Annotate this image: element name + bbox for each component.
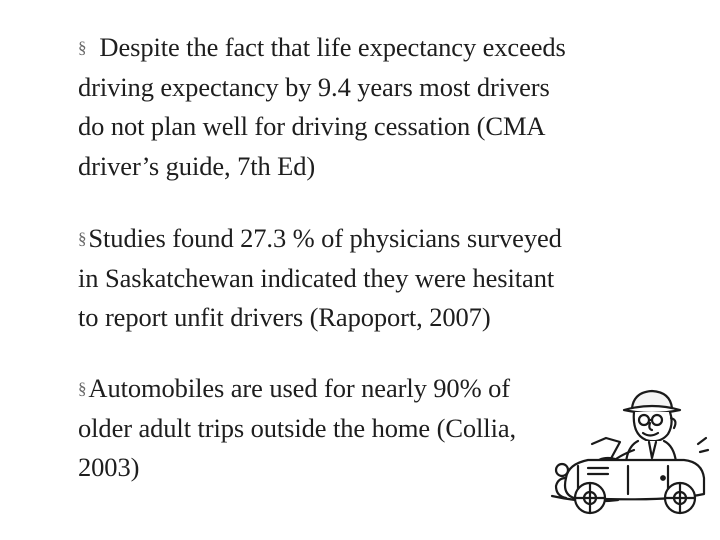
paragraph-line: Studies found 27.3 % of physicians surveyed — [88, 223, 562, 253]
bullet-paragraph-life-expectancy — [78, 28, 688, 186]
paragraph-line: Despite the fact that life expectancy exceeds — [99, 32, 566, 62]
old-car-driver-clipart — [548, 378, 710, 518]
paragraph-line: Automobiles are used for nearly 90% of — [88, 373, 510, 403]
paragraph-line: driving expectancy by 9.4 years most drivers — [78, 71, 550, 102]
paragraph-line: older adult trips outside the home (Collia, — [78, 412, 517, 443]
bullet-paragraph-physicians — [78, 219, 688, 338]
bullet-icon: § — [78, 38, 87, 57]
bullet-icon: § — [78, 379, 87, 398]
paragraph-line: driver’s guide, 7th Ed) — [78, 150, 316, 181]
paragraph-line: do not plan well for driving cessation (CMA — [78, 111, 546, 141]
bullet-icon: § — [78, 229, 87, 248]
paragraph-line: 2003) — [78, 452, 140, 482]
paragraph-line: to report unfit drivers (Rapoport, 2007) — [78, 302, 491, 332]
paragraph-line: in Saskatchewan indicated they were hesitant — [78, 262, 555, 293]
